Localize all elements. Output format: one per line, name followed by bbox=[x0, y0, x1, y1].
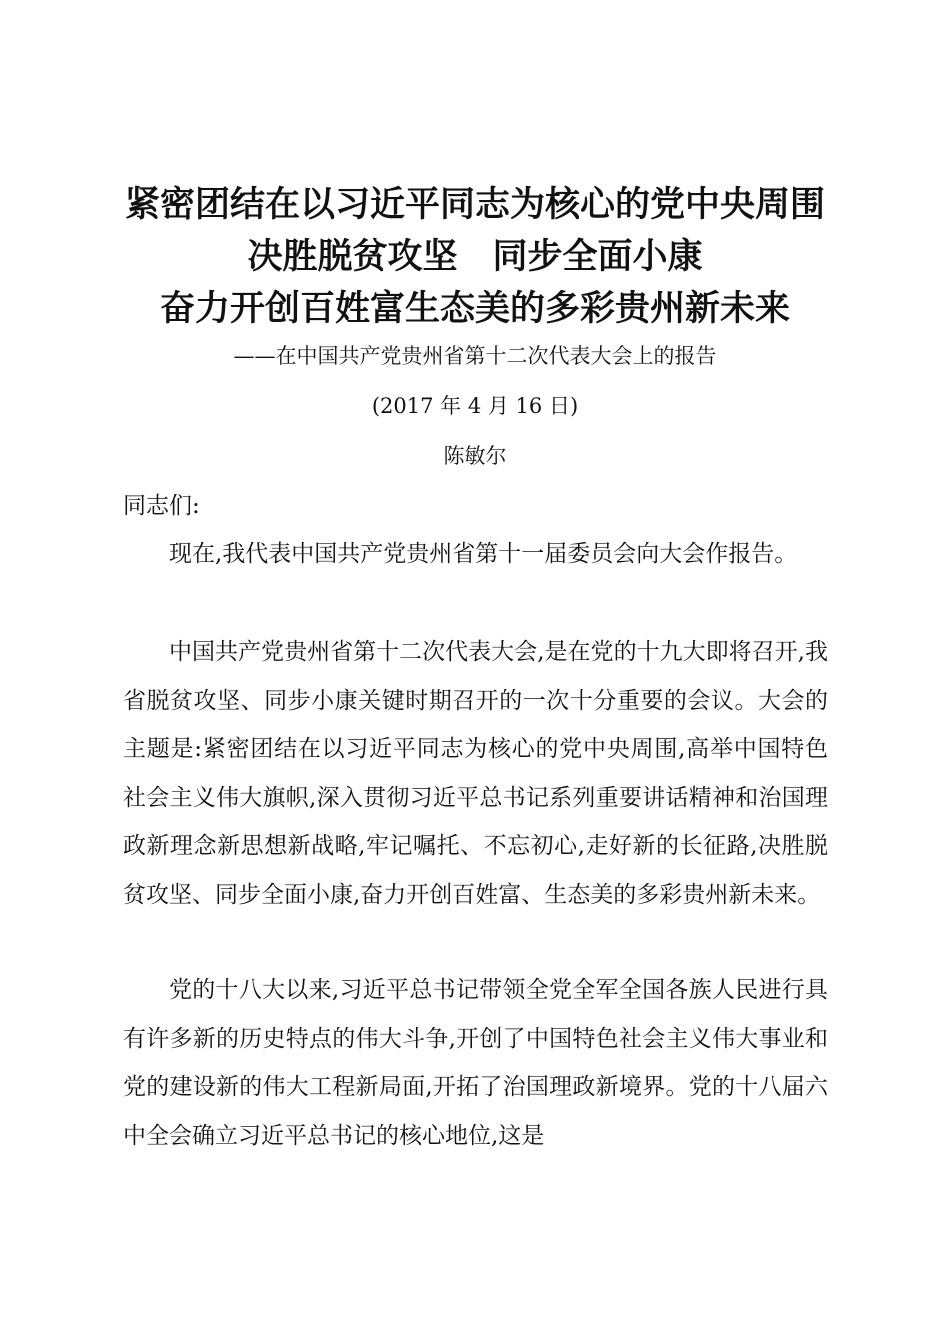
report-date: (2017 年 4 月 16 日) bbox=[371, 394, 579, 418]
subtitle: ——在中国共产党贵州省第十二次代表大会上的报告 bbox=[233, 344, 717, 368]
author-name: 陈敏尔 bbox=[443, 444, 507, 468]
title-line-3: 奋力开创百姓富生态美的多彩贵州新未来 bbox=[159, 288, 790, 329]
salutation: 同志们: bbox=[123, 493, 200, 519]
title-line-2: 决胜脱贫攻坚 同步全面小康 bbox=[247, 236, 703, 277]
paragraph-2: 中国共产党贵州省第十二次代表大会,是在党的十九大即将召开,我省脱贫攻坚、同步小康关键时期召开的一次十分重要的会议。大会的主题是:紧密团结在以习近平同志为核心的党中央周围,高举中国特色社会主义伟大旗帜,深入贯彻习近平总书记系列重要讲话精神和治国理政新理念新思想新战略,牢记嘱托、不忘初心,走好新的长征路,决胜脱贫攻坚、同步全面小康,奋力开创百姓富、生态美的多彩贵州新未来。 bbox=[123, 639, 828, 908]
title-line-1: 紧密团结在以习近平同志为核心的党中央周围 bbox=[124, 184, 825, 225]
paragraph-1: 现在,我代表中国共产党贵州省第十一届委员会向大会作报告。 bbox=[169, 541, 798, 567]
paragraph-3: 党的十八大以来,习近平总书记带领全党全军全国各族人民进行具有许多新的历史特点的伟大斗争,开创了中国特色社会主义伟大事业和党的建设新的伟大工程新局面,开拓了治国理政新境界。党的十八届六中全会确立习近平总书记的核心地位,这是 bbox=[123, 977, 828, 1149]
